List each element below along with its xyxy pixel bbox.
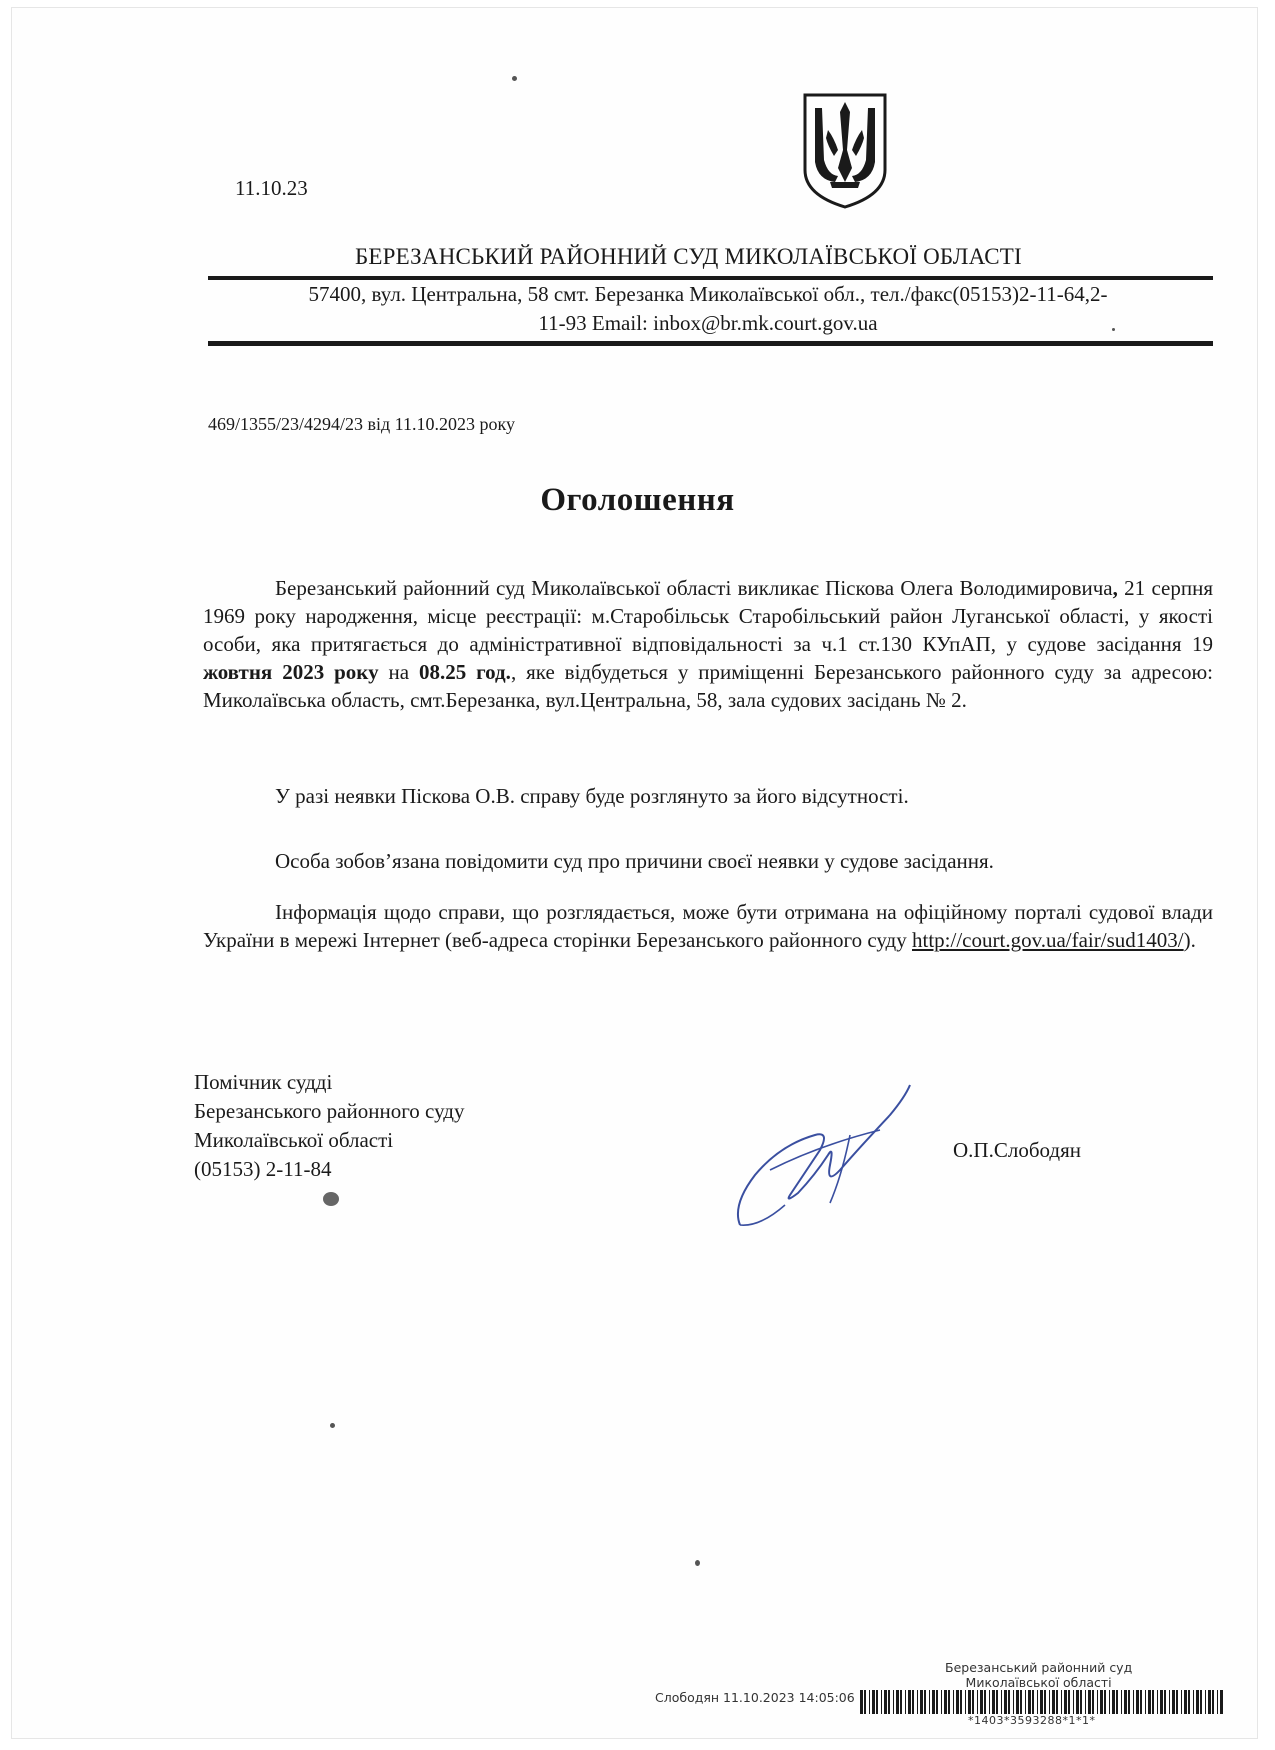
barcode-bar <box>977 1690 978 1714</box>
scan-speck <box>512 76 517 81</box>
information-end: ). <box>1183 928 1196 952</box>
barcode-bar <box>864 1690 866 1714</box>
summons-text-1: Березанський районний суд Миколаївської області викликає Піскова Олега Володимировича <box>275 576 1113 600</box>
barcode-bar <box>984 1690 986 1714</box>
barcode-bar <box>1181 1690 1182 1714</box>
barcode-bar <box>1020 1690 1022 1714</box>
signer-phone: (05153) 2-11-84 <box>194 1157 332 1181</box>
barcode-bar <box>1193 1690 1194 1714</box>
barcode-bar <box>860 1690 863 1714</box>
barcode-bar <box>1068 1690 1070 1714</box>
hearing-date: жовтня 2023 року <box>203 660 379 684</box>
court-address <box>228 280 1188 338</box>
barcode-bar <box>972 1690 974 1714</box>
stamp-court-line-1: Березанський районний суд <box>945 1660 1133 1675</box>
barcode-bar <box>1208 1690 1211 1714</box>
barcode-bar <box>1008 1690 1010 1714</box>
scan-speck <box>1112 328 1115 331</box>
barcode-bar <box>1037 1690 1038 1714</box>
barcode-bar <box>980 1690 983 1714</box>
barcode-bar <box>1013 1690 1014 1714</box>
barcode-bar <box>924 1690 926 1714</box>
barcode-bar <box>1133 1690 1134 1714</box>
court-page-link[interactable]: http://court.gov.ua/fair/sud1403/ <box>912 928 1184 952</box>
barcode-bar <box>896 1690 899 1714</box>
barcode-bar <box>1124 1690 1127 1714</box>
barcode-bar <box>944 1690 947 1714</box>
summons-text-3: на <box>378 660 419 684</box>
barcode-bar <box>1100 1690 1103 1714</box>
document-date: 11.10.23 <box>235 176 308 200</box>
barcode-bar <box>1056 1690 1058 1714</box>
barcode-bar <box>912 1690 914 1714</box>
stamp-court-name <box>945 1660 1132 1690</box>
barcode-bar <box>1064 1690 1067 1714</box>
barcode-bar <box>932 1690 935 1714</box>
barcode-bar <box>1196 1690 1199 1714</box>
court-name: БЕРЕЗАНСЬКИЙ РАЙОННИЙ СУД МИКОЛАЇВСЬКОЇ ОБЛАСТІ <box>355 244 1022 269</box>
barcode-bar <box>1112 1690 1115 1714</box>
barcode-bar <box>1217 1690 1218 1714</box>
barcode-bar <box>1157 1690 1158 1714</box>
barcode-bar <box>1025 1690 1026 1714</box>
address-line-1: 57400, вул. Центральна, 58 смт. Березанка Миколаївської обл., тел./факс(05153)2-11-64,2- <box>308 282 1108 306</box>
barcode-bar <box>1205 1690 1206 1714</box>
information-text: Інформація щодо справи, що розглядається, може бути отримана на офіційному порталі судової влади України в мережі Інтернет (веб-адреса сторінки Березанського районного суду <box>203 900 1213 952</box>
barcode-bar <box>1152 1690 1154 1714</box>
header-divider-bottom <box>208 341 1213 346</box>
barcode-bar <box>1212 1690 1214 1714</box>
barcode-bar <box>1220 1690 1223 1714</box>
barcode-bar <box>876 1690 878 1714</box>
barcode-bar <box>1184 1690 1187 1714</box>
barcode-bar <box>1164 1690 1166 1714</box>
barcode-bar <box>1140 1690 1142 1714</box>
barcode-bar <box>881 1690 882 1714</box>
barcode-bar <box>1032 1690 1034 1714</box>
barcode-bar <box>1148 1690 1151 1714</box>
signer-region: Миколаївської області <box>194 1128 394 1152</box>
obligation-text: Особа зобов’язана повідомити суд про причини своєї неявки у судове засідання. <box>275 849 994 873</box>
paragraph-summons <box>203 574 1213 714</box>
barcode-bar <box>1176 1690 1178 1714</box>
barcode-bar <box>965 1690 966 1714</box>
stamp-signer-time: Слободян 11.10.2023 14:05:06 <box>655 1690 855 1705</box>
barcode-bar <box>1188 1690 1190 1714</box>
address-line-2: 11-93 Email: inbox@br.mk.court.gov.ua <box>538 311 878 335</box>
barcode-bar <box>929 1690 930 1714</box>
barcode-bar <box>920 1690 923 1714</box>
barcode-bar <box>1088 1690 1091 1714</box>
barcode-bar <box>1028 1690 1031 1714</box>
barcode-bar <box>1097 1690 1098 1714</box>
barcode-bar <box>948 1690 950 1714</box>
signer-court: Березанського районного суду <box>194 1099 465 1123</box>
barcode-bar <box>1076 1690 1079 1714</box>
barcode-bar <box>1200 1690 1202 1714</box>
paragraph-information <box>203 898 1213 954</box>
barcode-bar <box>956 1690 959 1714</box>
barcode-bar <box>1016 1690 1019 1714</box>
barcode-bar <box>908 1690 911 1714</box>
signer-name: О.П.Слободян <box>953 1138 1081 1162</box>
barcode-bar <box>1136 1690 1139 1714</box>
barcode-number: *1403*3593288*1*1* <box>968 1714 1096 1727</box>
barcode-bar <box>1040 1690 1043 1714</box>
stamp-court-line-2: Миколаївської області <box>965 1675 1112 1690</box>
barcode-bar <box>1145 1690 1146 1714</box>
barcode-bar <box>917 1690 918 1714</box>
barcode-bar <box>1092 1690 1094 1714</box>
scan-speck <box>330 1423 335 1428</box>
barcode-bar <box>1121 1690 1122 1714</box>
barcode-bar <box>893 1690 894 1714</box>
barcode-bar <box>1128 1690 1130 1714</box>
barcode-bar <box>941 1690 942 1714</box>
barcode-bar <box>968 1690 971 1714</box>
barcode-bar <box>1061 1690 1062 1714</box>
barcode-bar <box>1085 1690 1086 1714</box>
barcode-bar <box>869 1690 870 1714</box>
barcode-bar <box>1080 1690 1082 1714</box>
scan-speck <box>695 1560 700 1566</box>
barcode <box>860 1690 1225 1714</box>
barcode-bar <box>1116 1690 1118 1714</box>
barcode-bar <box>905 1690 906 1714</box>
barcode-bar <box>996 1690 998 1714</box>
barcode-bar <box>872 1690 875 1714</box>
barcode-bar <box>960 1690 962 1714</box>
paragraph-absence <box>203 782 1213 810</box>
hearing-time: 08.25 год. <box>418 660 511 684</box>
summons-text-4: , яке відбудеться у приміщенні Березанського районного суду за адресою: Миколаївська область, смт.Березанка, вул.Центральна, 58, зала судових засідань № 2. <box>203 660 1213 712</box>
document-reference: 469/1355/23/4294/23 від 11.10.2023 року <box>208 414 515 434</box>
barcode-bar <box>884 1690 887 1714</box>
barcode-bar <box>1109 1690 1110 1714</box>
barcode-bar <box>1001 1690 1002 1714</box>
scan-speck <box>323 1192 339 1206</box>
signer-position: Помічник судді <box>194 1070 333 1094</box>
absence-text: У разі неявки Піскова О.В. справу буде розглянуто за його відсутності. <box>275 784 909 808</box>
barcode-bar <box>936 1690 938 1714</box>
signer-block <box>194 1068 464 1184</box>
barcode-bar <box>1169 1690 1170 1714</box>
summons-text-2: 21 серпня 1969 року народження, місце реєстрації: м.Старобільськ Старобільський район Луганської області, у якості особи, яка притягається до адміністративної відповідальності за ч.1 ст.130 КУпАП, у судове засідання 19 <box>203 576 1213 656</box>
paragraph-obligation <box>203 847 1213 875</box>
barcode-bar <box>1172 1690 1175 1714</box>
barcode-bar <box>1004 1690 1007 1714</box>
barcode-bar <box>953 1690 954 1714</box>
coat-of-arms-icon <box>800 90 890 210</box>
barcode-bar <box>989 1690 990 1714</box>
summons-comma: , <box>1112 576 1118 600</box>
barcode-bar <box>1104 1690 1106 1714</box>
document-title: Оголошення <box>540 482 735 518</box>
handwritten-signature <box>730 1075 920 1230</box>
barcode-bar <box>1049 1690 1050 1714</box>
barcode-bar <box>1160 1690 1163 1714</box>
barcode-bar <box>1073 1690 1074 1714</box>
barcode-bar <box>992 1690 995 1714</box>
barcode-bar <box>888 1690 890 1714</box>
barcode-bar <box>900 1690 902 1714</box>
barcode-bar <box>1044 1690 1046 1714</box>
barcode-bar <box>1052 1690 1055 1714</box>
